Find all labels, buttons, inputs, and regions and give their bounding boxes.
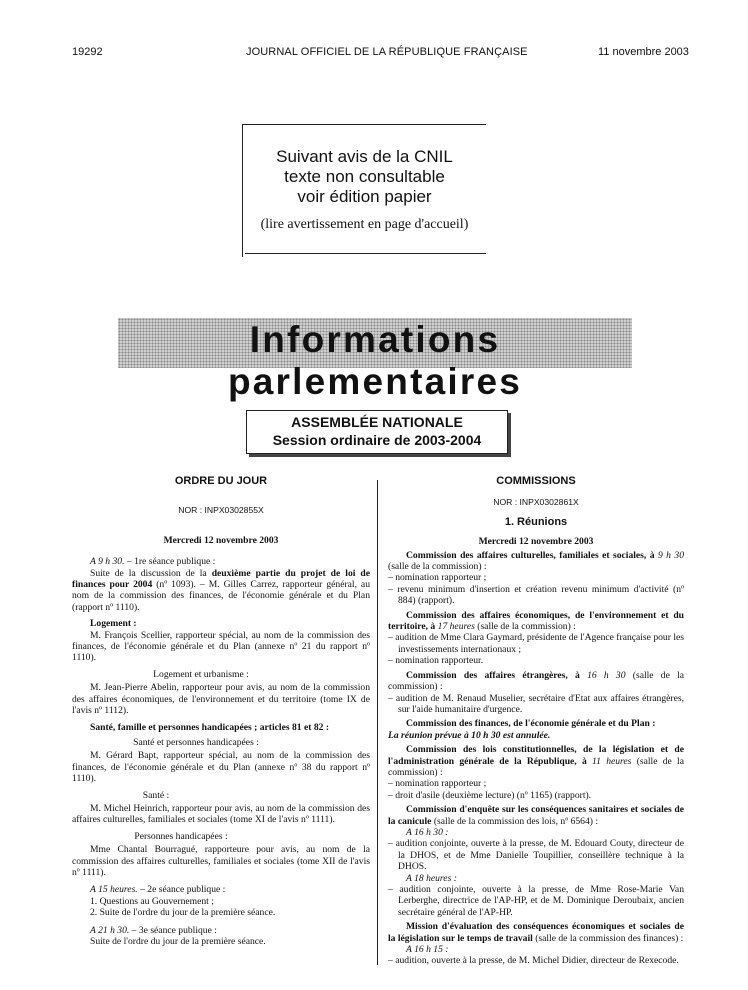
commission-finances: Commission des finances, de l'économie générale et du Plan : bbox=[406, 718, 656, 730]
notice-rule bbox=[245, 253, 486, 254]
c3-item-1: – audition de M. Renaud Muselier, secrétaire d'Etat aux affaires étrangères, sur l'aide humanitaire d'urgence. bbox=[388, 692, 684, 715]
sph-heading: Santé et personnes handicapées : bbox=[133, 736, 259, 748]
session-2-line bbox=[72, 884, 370, 895]
session-name: Session ordinaire de 2003-2004 bbox=[272, 432, 482, 448]
c7-time: A 16 h 15 : bbox=[406, 944, 449, 956]
session-2-label: – 2e séance publique : bbox=[137, 884, 226, 896]
ordre-du-jour-column bbox=[72, 476, 370, 947]
commission-etrangeres bbox=[388, 670, 684, 693]
session-1-time: A 9 h 30. bbox=[90, 556, 125, 568]
c2-room: (salle de la commission) : bbox=[474, 621, 576, 633]
session-2-time: A 15 heures. bbox=[90, 884, 138, 896]
c6-time-1: A 16 h 30 : bbox=[406, 826, 449, 838]
column-divider bbox=[377, 480, 378, 965]
c5-item-1: – nomination rapporteur ; bbox=[388, 778, 487, 790]
commission-economie bbox=[388, 610, 684, 633]
session-1-line bbox=[72, 556, 370, 567]
section-banner bbox=[118, 318, 632, 402]
s1-text-a: Suite de la discussion de la bbox=[90, 567, 212, 579]
mission-temps-travail bbox=[388, 921, 684, 944]
c6-name: Commission d'enquête sur les conséquences sanitaires et sociales de la canicule bbox=[388, 804, 684, 827]
ph-text: Mme Chantal Bourragué, rapporteure pour avis, au nom de la commission des affaires culturelles, familiales et sociales (tome XII de l'avis nº 1111). bbox=[72, 844, 370, 878]
notice-line-2: texte non consultable bbox=[284, 167, 445, 186]
c1-room: (salle de la commission) : bbox=[388, 561, 487, 573]
notice-line-3: voir édition papier bbox=[297, 187, 432, 206]
session-2-item-1: 1. Questions au Gouvernement ; bbox=[90, 895, 214, 907]
left-heading: ORDRE DU JOUR bbox=[174, 475, 268, 487]
s1-text-b: deuxième partie du projet de loi de finances pour 2004 bbox=[72, 567, 371, 591]
c3-name: Commission des affaires étrangères, à bbox=[406, 669, 588, 681]
session-3-line bbox=[72, 925, 370, 936]
c6-time-2: A 18 heures : bbox=[406, 872, 457, 884]
page-number: 19292 bbox=[72, 46, 103, 58]
c6-item-2: – audition conjointe, ouverte à la presse, de Mme Rose-Marie Van Lerberghe, directrice de l'AP-HP, et de M. Dominique Deroubaix, ancien secrétaire général de l'AP-HP. bbox=[388, 884, 684, 918]
left-day: Mercredi 12 novembre 2003 bbox=[163, 534, 279, 546]
urbanisme-heading: Logement et urbanisme : bbox=[153, 668, 249, 680]
c5-name: Commission des lois constitutionnelles, de la législation et de l'administration générale de la République, à bbox=[388, 744, 684, 767]
c7-name: Mission d'évaluation des conséquences économiques et sociales de la législation sur le temps de travail bbox=[388, 921, 684, 944]
s1-text-c: (nº 1093). – M. Gilles Carrez, rapporteur général, au nom de la commission des finances, de l'économie générale et du Plan (rapport nº 1110). bbox=[72, 579, 370, 613]
urbanisme-text: M. Jean-Pierre Abelin, rapporteur pour avis, au nom de la commission des affaires économiques, de l'environnement et du territoire (tome IX de l'avis nº 1112). bbox=[72, 682, 370, 717]
c7-item-1: – audition, ouverte à la presse, de M. Michel Didier, directeur de Rexecode. bbox=[388, 955, 679, 967]
c2-item-2: – nomination rapporteur. bbox=[388, 655, 484, 667]
c4-cancel-note: La réunion prévue à 10 h 30 est annulée. bbox=[388, 729, 551, 741]
s-text: M. Michel Heinrich, rapporteur pour avis, au nom de la commission des affaires culturelles, familiales et sociales (tome XI de l'avis nº 1111). bbox=[72, 802, 370, 826]
logement-text: M. François Scellier, rapporteur spécial, au nom de la commission des finances, de l'économie générale et du Plan (annexe nº 21 du rapport nº 1110). bbox=[72, 629, 370, 664]
right-nor: NOR : INPX0302861X bbox=[493, 497, 579, 508]
commission-canicule bbox=[388, 804, 684, 827]
c2-name: Commission des affaires économiques, de l'environnement et du territoire, à bbox=[388, 609, 684, 633]
c5-room: (salle de la commission) : bbox=[388, 755, 684, 778]
c1-name: Commission des affaires culturelles, familiales et sociales, à bbox=[406, 549, 658, 561]
session-3-text: Suite de l'ordre du jour de la première séance. bbox=[90, 936, 266, 947]
session-3-label: – 3e séance publique : bbox=[129, 924, 217, 936]
sante-heading: Santé, famille et personnes handicapées ; articles 81 et 82 : bbox=[90, 721, 330, 733]
c6-item-1: – audition conjointe, ouverte à la presse, de M. Edouard Couty, directeur de la DHOS, et de Mme Danielle Toupillier, conseillère technique à la DHOS. bbox=[388, 838, 684, 873]
c1-item-1: – nomination rapporteur ; bbox=[388, 572, 487, 584]
c7-room: (salle de la commission des finances) : bbox=[532, 932, 684, 944]
c1-time: 9 h 30 bbox=[657, 549, 684, 561]
right-day: Mercredi 12 novembre 2003 bbox=[478, 536, 594, 548]
session-1-text bbox=[72, 568, 370, 614]
left-nor: NOR : INPX0302855X bbox=[178, 505, 264, 516]
cnil-notice bbox=[242, 124, 486, 257]
c3-time: 16 h 30 bbox=[587, 669, 626, 681]
ph-heading: Personnes handicapées : bbox=[134, 830, 228, 842]
journal-title: JOURNAL OFFICIEL DE LA RÉPUBLIQUE FRANÇAISE bbox=[246, 46, 528, 58]
assembly-box bbox=[246, 410, 508, 454]
session-3-time: A 21 h 30. bbox=[90, 924, 130, 936]
notice-line-1: Suivant avis de la CNIL bbox=[276, 147, 453, 166]
s-heading: Santé : bbox=[142, 789, 170, 801]
session-2-item-2: 2. Suite de l'ordre du jour de la première séance. bbox=[90, 907, 276, 919]
notice-line-4: (lire avertissement en page d'accueil) bbox=[260, 217, 469, 232]
issue-date: 11 novembre 2003 bbox=[598, 46, 689, 58]
reunions-heading: 1. Réunions bbox=[504, 515, 568, 528]
c6-room: (salle de la commission des lois, nº 6564) : bbox=[431, 815, 599, 827]
c5-time: 11 heures bbox=[592, 755, 632, 767]
commissions-column bbox=[388, 476, 684, 967]
c3-room: (salle de la commission) : bbox=[388, 669, 685, 693]
commission-lois bbox=[388, 744, 684, 778]
c1-item-2: – revenu minimum d'insertion et création revenu minimum d'activité (nº 884) (rapport). bbox=[388, 583, 684, 607]
c2-time: 17 heures bbox=[437, 621, 475, 633]
c5-item-2: – droit d'asile (deuxième lecture) (nº 1165) (rapport). bbox=[388, 789, 592, 801]
assembly-name: ASSEMBLÉE NATIONALE bbox=[291, 414, 463, 430]
logement-heading: Logement : bbox=[90, 618, 137, 630]
c2-item-1: – audition de Mme Clara Gaymard, présidente de l'Agence française pour les investissements internationaux ; bbox=[388, 632, 684, 655]
banner-title: Informations parlementaires bbox=[227, 319, 523, 402]
commission-culture bbox=[388, 550, 684, 573]
right-heading: COMMISSIONS bbox=[496, 475, 576, 487]
session-1-label: – 1re séance publique : bbox=[124, 556, 216, 568]
sph-text: M. Gérard Bapt, rapporteur spécial, au nom de la commission des finances, de l'économie générale et du Plan (annexe nº 38 du rapport nº 1110). bbox=[72, 750, 370, 785]
